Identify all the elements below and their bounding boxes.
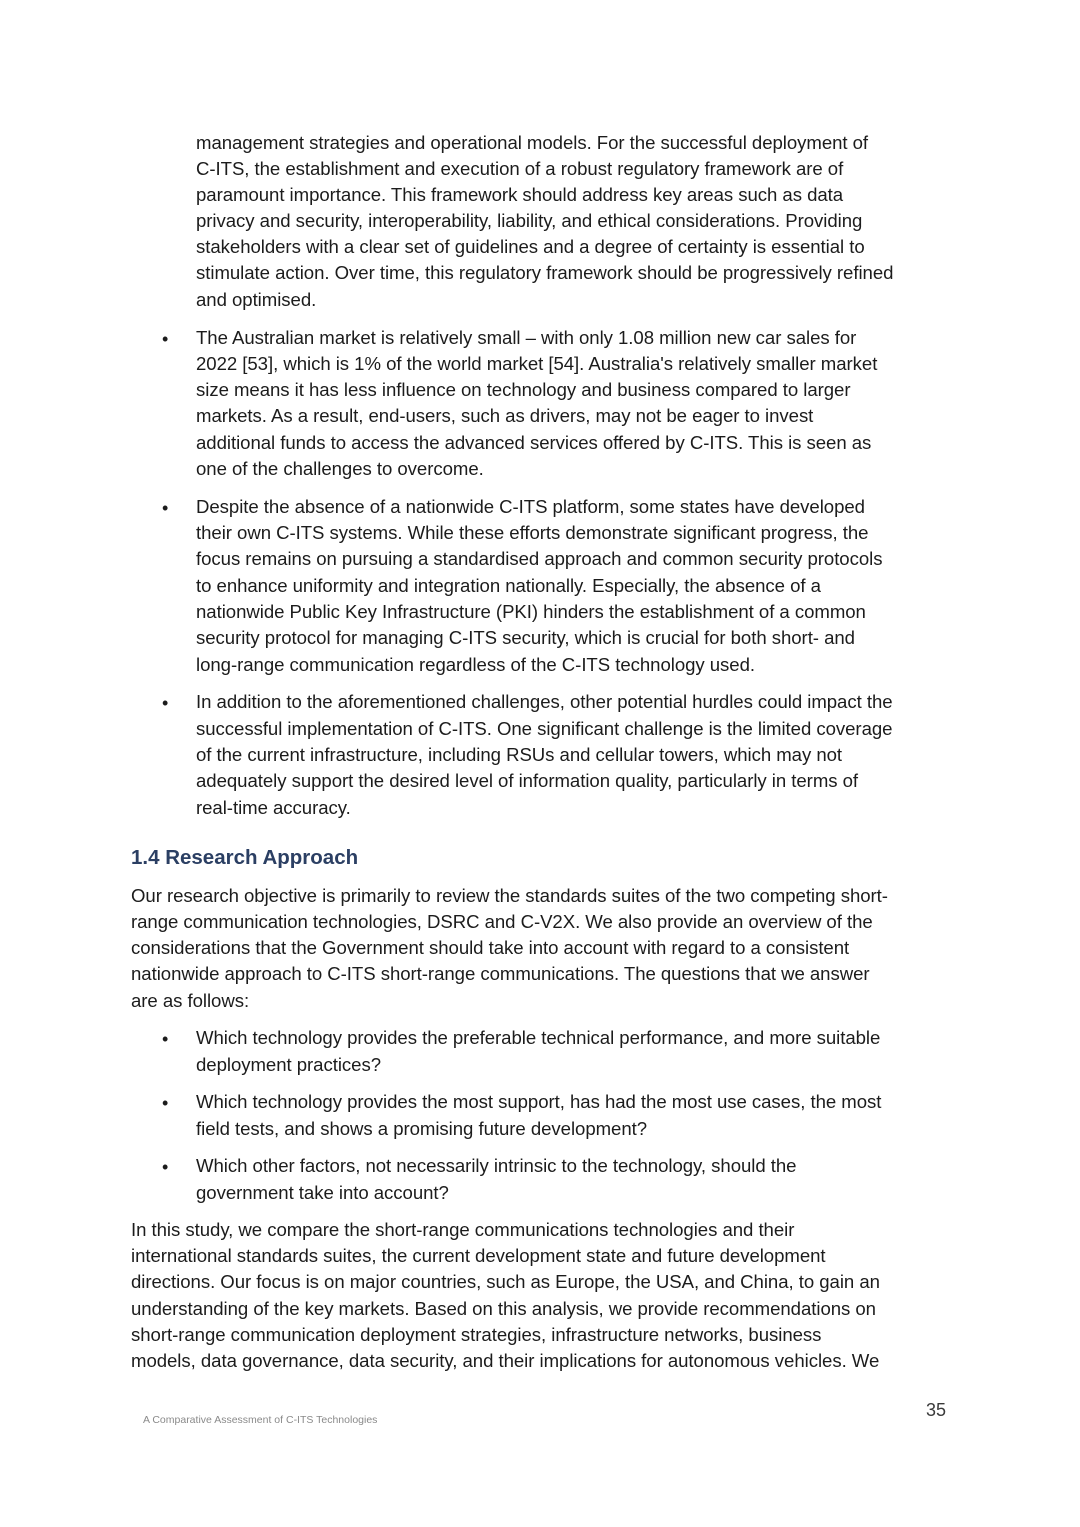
- text-line: to enhance uniformity and integration nationally. Especially, the absence of a: [196, 575, 821, 596]
- text-line: of the current infrastructure, including RSUs and cellular towers, which may not: [196, 744, 843, 765]
- text-line: nationwide Public Key Infrastructure (PKI) hinders the establishment of a common: [196, 601, 866, 622]
- text-line: privacy and security, interoperability, liability, and ethical considerations. Providing: [196, 210, 863, 231]
- text-line: deployment practices?: [196, 1054, 381, 1075]
- text-line: The Australian market is relatively small – with only 1.08 million new car sales for: [196, 327, 857, 348]
- text-line: and optimised.: [196, 289, 317, 310]
- text-line: their own C-ITS systems. While these efforts demonstrate significant progress, the: [196, 522, 869, 543]
- text-line: directions. Our focus is on major countries, such as Europe, the USA, and China, to gain an: [131, 1271, 880, 1292]
- text-line: range communication technologies, DSRC and C-V2X. We also provide an overview of the: [131, 911, 873, 932]
- text-line: Which technology provides the preferable technical performance, and more suitable: [196, 1027, 881, 1048]
- text-line: real-time accuracy.: [196, 797, 351, 818]
- text-line: management strategies and operational models. For the successful deployment of: [196, 132, 869, 153]
- text-line: additional funds to access the advanced services offered by C-ITS. This is seen as: [196, 432, 872, 453]
- text-line: C-ITS, the establishment and execution of a robust regulatory framework are of: [196, 158, 844, 179]
- text-line: Which other factors, not necessarily intrinsic to the technology, should the: [196, 1155, 797, 1176]
- text-line: stimulate action. Over time, this regulatory framework should be progressively refined: [196, 262, 894, 283]
- page-number: 35: [926, 1400, 947, 1420]
- text-line: Which technology provides the most support, has had the most use cases, the most: [196, 1091, 882, 1112]
- section-heading: 1.4 Research Approach: [131, 846, 359, 869]
- text-line: Our research objective is primarily to review the standards suites of the two competing short-: [131, 885, 888, 906]
- text-line: focus remains on pursuing a standardised approach and common security protocols: [196, 548, 883, 569]
- text-line: one of the challenges to overcome.: [196, 458, 484, 479]
- text-line: adequately support the desired level of information quality, particularly in terms of: [196, 770, 859, 791]
- bullet-icon: •: [162, 329, 169, 349]
- text-line: considerations that the Government should take into account with regard to a consistent: [131, 937, 850, 958]
- text-line: In this study, we compare the short-range communications technologies and their: [131, 1219, 795, 1240]
- text-line: size means it has less influence on technology and business compared to larger: [196, 379, 851, 400]
- text-line: paramount importance. This framework should address key areas such as data: [196, 184, 844, 205]
- text-line: stakeholders with a clear set of guidelines and a degree of certainty is essential to: [196, 236, 865, 257]
- footer-document-title: A Comparative Assessment of C-ITS Technologies: [143, 1414, 378, 1426]
- bullet-icon: •: [162, 1157, 169, 1177]
- text-line: government take into account?: [196, 1182, 449, 1203]
- text-line: long-range communication regardless of the C-ITS technology used.: [196, 654, 755, 675]
- text-line: successful implementation of C-ITS. One significant challenge is the limited coverage: [196, 718, 893, 739]
- text-line: 2022 [53], which is 1% of the world market [54]. Australia's relatively smaller market: [196, 353, 878, 374]
- text-line: markets. As a result, end-users, such as drivers, may not be eager to invest: [196, 405, 814, 426]
- bullet-icon: •: [162, 693, 169, 713]
- bullet-icon: •: [162, 1029, 169, 1049]
- bullet-icon: •: [162, 498, 169, 518]
- text-line: nationwide approach to C-ITS short-range communications. The questions that we answer: [131, 963, 870, 984]
- text-line: field tests, and shows a promising future development?: [196, 1118, 648, 1139]
- text-line: Despite the absence of a nationwide C-ITS platform, some states have developed: [196, 496, 865, 517]
- text-line: In addition to the aforementioned challenges, other potential hurdles could impact the: [196, 691, 893, 712]
- text-line: understanding of the key markets. Based on this analysis, we provide recommendations on: [131, 1298, 876, 1319]
- text-line: are as follows:: [131, 990, 250, 1011]
- text-line: short-range communication deployment strategies, infrastructure networks, business: [131, 1324, 822, 1345]
- text-line: models, data governance, data security, and their implications for autonomous vehicles. We: [131, 1350, 880, 1371]
- text-line: security protocol for managing C-ITS security, which is crucial for both short- and: [196, 627, 855, 648]
- text-line: international standards suites, the current development state and future development: [131, 1245, 826, 1266]
- bullet-icon: •: [162, 1093, 169, 1113]
